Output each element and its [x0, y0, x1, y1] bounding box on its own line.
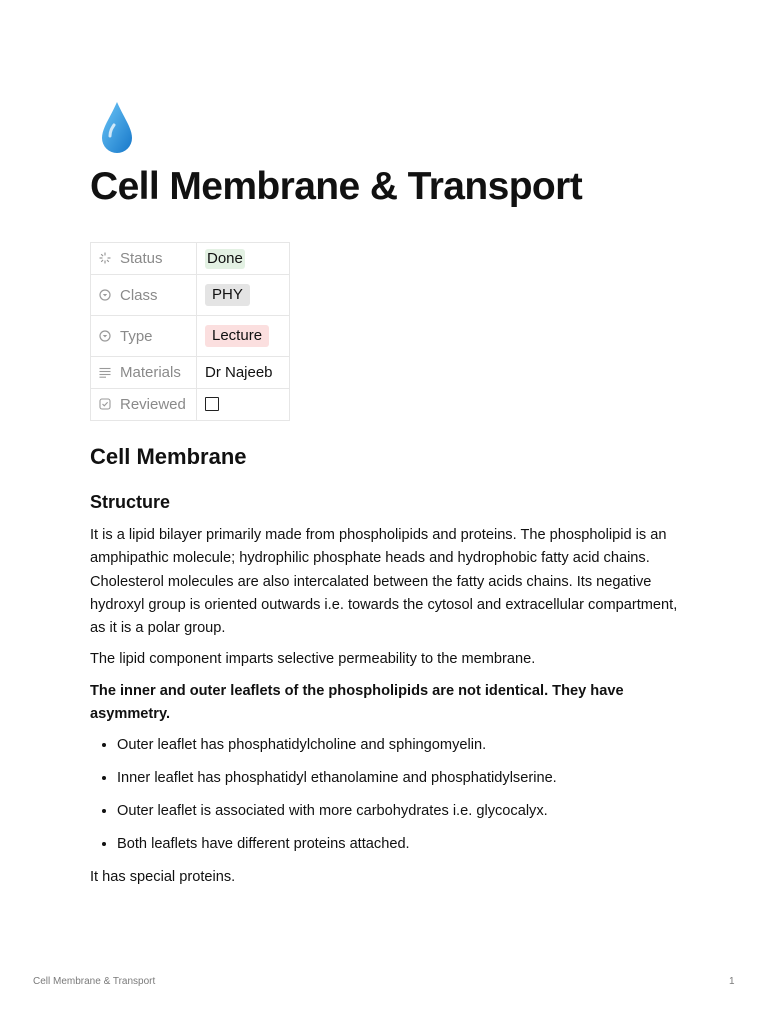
property-value-materials[interactable] — [197, 357, 290, 389]
list-item: • Outer leaflet has phosphatidylcholine and sphingomyelin. — [117, 734, 680, 757]
materials-value: Dr Najeeb — [205, 364, 273, 381]
property-key-type — [91, 316, 197, 357]
bullet-list — [90, 734, 680, 856]
property-value-status[interactable] — [197, 243, 290, 275]
checkbox-icon — [99, 398, 111, 410]
property-key-reviewed — [91, 389, 197, 421]
list-item: • Both leaflets have different proteins attached. — [117, 833, 680, 856]
type-tag: Lecture — [205, 325, 269, 347]
status-loader-icon — [99, 252, 111, 264]
list-item: • Inner leaflet has phosphatidyl ethanolamine and phosphatidylserine. — [117, 767, 680, 790]
reviewed-checkbox[interactable] — [205, 397, 219, 411]
list-item: • Outer leaflet is associated with more carbohydrates i.e. glycocalyx. — [117, 800, 680, 823]
paragraph-asymmetry: The inner and outer leaflets of the phospholipids are not identical. They have asymmetry. — [90, 682, 624, 723]
status-tag: Done — [207, 249, 243, 267]
footer-page-number: 1 — [729, 976, 735, 987]
property-row-status — [91, 243, 290, 275]
property-row-reviewed — [91, 389, 290, 421]
property-key-class — [91, 275, 197, 316]
subsection-heading-structure: Structure — [90, 492, 171, 512]
body-content — [90, 524, 680, 897]
page-title: Cell Membrane & Transport — [90, 165, 583, 208]
footer-title: Cell Membrane & Transport — [33, 976, 156, 987]
property-key-label: Reviewed — [120, 396, 186, 413]
property-value-type[interactable] — [197, 316, 290, 357]
section-heading-cell-membrane: Cell Membrane — [90, 444, 247, 469]
droplet-icon — [100, 100, 134, 158]
paragraph-lipid-bilayer: It is a lipid bilayer primarily made from phospholipids and proteins. The phospholipid is an amphipathic molecule; hydrophilic phosphate heads and hydrophobic fatty acid chains. Cholesterol molecules are also intercalated between the fatty acids chains. Its negative hydroxyl group is oriented outwards i.e. towards the cytosol and extracellular compartment, as it is a polar group. — [90, 527, 678, 637]
property-key-label: Status — [120, 250, 163, 267]
property-row-type — [91, 316, 290, 357]
class-tag: PHY — [205, 284, 250, 306]
paragraph-special-proteins: It has special proteins. — [90, 868, 236, 885]
select-circle-icon — [99, 289, 111, 301]
property-key-label: Class — [120, 286, 158, 304]
property-key-status — [91, 243, 197, 275]
select-circle-icon — [99, 330, 111, 342]
property-key-materials — [91, 357, 197, 389]
property-key-label: Materials — [120, 364, 181, 381]
paragraph-selective-permeability: The lipid component imparts selective permeability to the membrane. — [90, 651, 536, 668]
text-lines-icon — [99, 366, 111, 378]
property-row-class — [91, 275, 290, 316]
property-value-reviewed[interactable] — [197, 389, 290, 421]
property-row-materials — [91, 357, 290, 389]
property-key-label: Type — [120, 327, 153, 345]
properties-table — [90, 242, 290, 421]
property-value-class[interactable] — [197, 275, 290, 316]
